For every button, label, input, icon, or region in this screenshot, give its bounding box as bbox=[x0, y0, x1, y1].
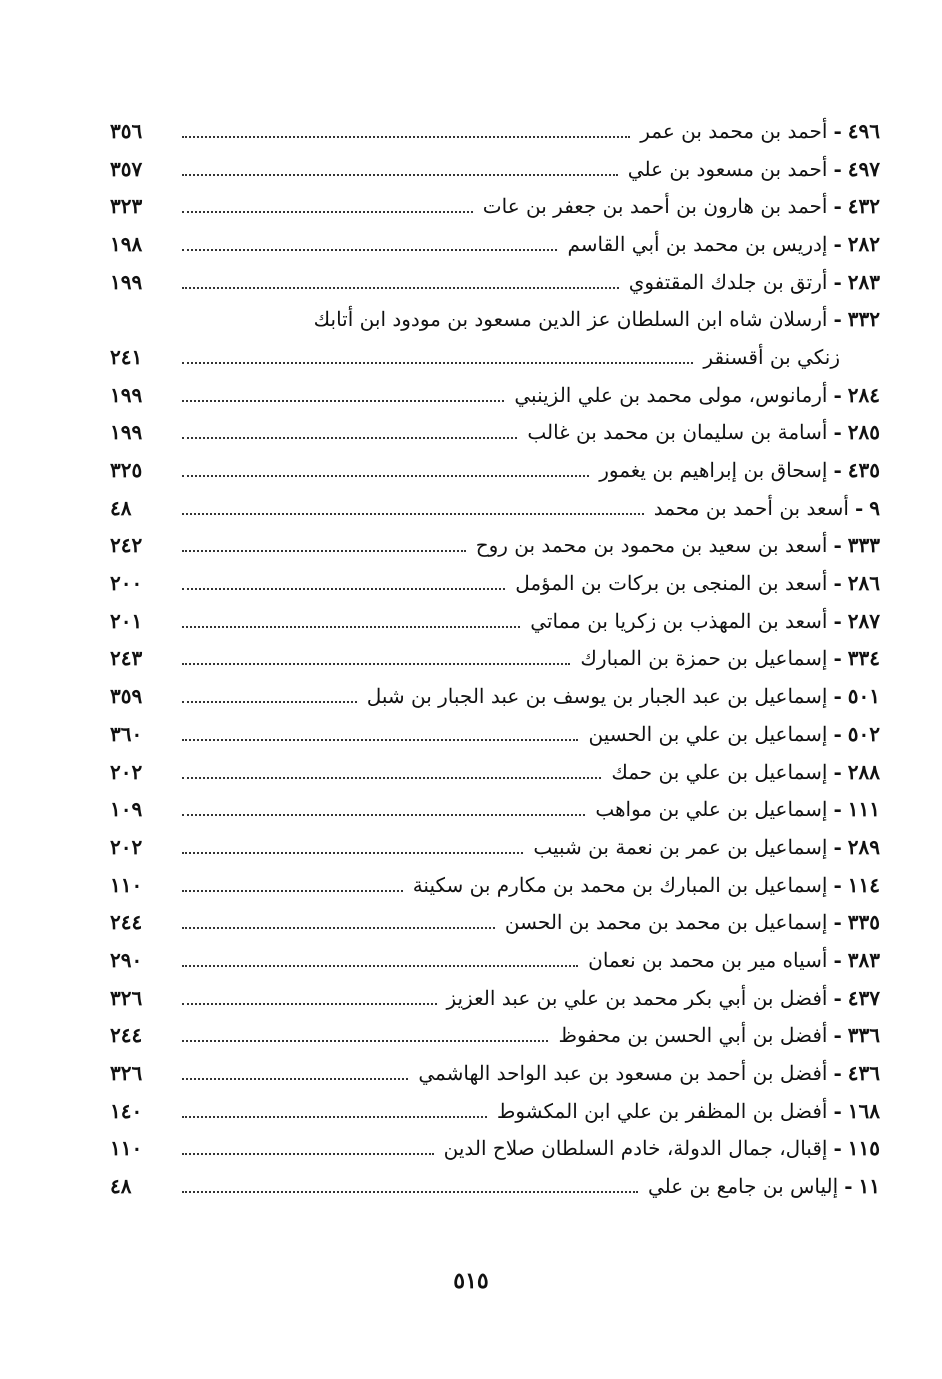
dot-leader bbox=[182, 400, 504, 402]
entry-page: ٢٤١ bbox=[110, 344, 143, 369]
index-entry bbox=[110, 489, 880, 527]
index-entry bbox=[110, 640, 880, 678]
dot-leader bbox=[182, 777, 601, 779]
index-entry bbox=[110, 1092, 880, 1130]
dot-leader bbox=[182, 1153, 434, 1155]
entry-number: ٢٨٩ bbox=[847, 834, 880, 859]
entry-number: ٢٨٥ bbox=[847, 420, 880, 445]
entry-dash: - bbox=[833, 307, 842, 332]
entry-name: إسماعيل بن المبارك بن محمد بن مكارم بن سكينة bbox=[412, 872, 828, 897]
entry-page: ٢٩٠ bbox=[110, 947, 143, 972]
entry-page: ٤٨ bbox=[110, 495, 132, 520]
entry-number: ١١٤ bbox=[847, 872, 880, 897]
entry-name: أفضل بن أبي بكر محمد بن علي بن عبد العزيز bbox=[446, 985, 828, 1010]
dot-leader bbox=[182, 626, 520, 628]
entry-name: أرسلان شاه ابن السلطان عز الدين مسعود بن مودود ابن أتابك bbox=[313, 307, 828, 332]
dot-leader bbox=[182, 701, 357, 703]
index-entry bbox=[110, 903, 880, 941]
index-entry bbox=[110, 677, 880, 715]
entry-dash: - bbox=[833, 608, 842, 633]
entry-dash: - bbox=[833, 947, 842, 972]
entry-number: ٣٨٣ bbox=[847, 947, 880, 972]
entry-number: ٤٣٦ bbox=[847, 1061, 880, 1086]
entry-dash: - bbox=[844, 1174, 853, 1199]
entry-number: ٤٣٧ bbox=[847, 985, 880, 1010]
entry-page: ١١٠ bbox=[110, 1136, 143, 1161]
index-entry bbox=[110, 866, 880, 904]
entry-name: أحمد بن محمد بن عمر bbox=[640, 118, 828, 143]
index-entry bbox=[110, 263, 880, 301]
entry-dash: - bbox=[833, 382, 842, 407]
entry-name: أفضل بن المظفر بن علي ابن المكشوط bbox=[496, 1098, 828, 1123]
entry-page: ١٩٩ bbox=[110, 382, 143, 407]
dot-leader bbox=[182, 663, 570, 665]
index-entry bbox=[110, 753, 880, 791]
entry-number: ٤٣٢ bbox=[847, 194, 880, 219]
entry-page: ٣٥٧ bbox=[110, 156, 143, 181]
dot-leader bbox=[182, 1116, 487, 1118]
index-entry bbox=[110, 1054, 880, 1092]
index-entry bbox=[110, 979, 880, 1017]
entry-dash: - bbox=[833, 231, 842, 256]
index-entry bbox=[110, 602, 880, 640]
entry-dash: - bbox=[833, 571, 842, 596]
entry-name: إلياس بن جامع بن علي bbox=[647, 1174, 839, 1199]
entry-dash: - bbox=[833, 872, 842, 897]
entry-page: ٢٤٢ bbox=[110, 533, 143, 558]
dot-leader bbox=[182, 437, 517, 439]
entry-dash: - bbox=[833, 1098, 842, 1123]
entry-page: ١٩٨ bbox=[110, 231, 143, 256]
entry-page: ٣٢٣ bbox=[110, 194, 143, 219]
entry-number: ٢٨٨ bbox=[847, 759, 880, 784]
index-entry bbox=[110, 941, 880, 979]
index-entry bbox=[110, 828, 880, 866]
entry-number: ٤٩٦ bbox=[847, 118, 880, 143]
entry-name: أسعد بن المهذب بن زكريا بن مماتي bbox=[530, 608, 828, 633]
index-entry bbox=[110, 451, 880, 489]
dot-leader bbox=[182, 1191, 638, 1193]
dot-leader bbox=[182, 211, 473, 213]
entry-name: إسحاق بن إبراهيم بن يغمور bbox=[599, 458, 828, 483]
index-list bbox=[110, 112, 880, 1205]
entry-page: ١٤٠ bbox=[110, 1098, 143, 1123]
entry-dash: - bbox=[854, 495, 864, 520]
index-entry bbox=[110, 715, 880, 753]
entry-dash: - bbox=[833, 797, 842, 822]
entry-number: ٣٣٣ bbox=[847, 533, 880, 558]
entry-number: ١٦٨ bbox=[847, 1098, 880, 1123]
dot-leader bbox=[182, 814, 585, 816]
index-entry bbox=[110, 225, 880, 263]
index-entry bbox=[110, 112, 880, 150]
entry-page: ١١٠ bbox=[110, 872, 143, 897]
entry-dash: - bbox=[833, 834, 842, 859]
entry-number: ٣٣٤ bbox=[847, 646, 880, 671]
dot-leader bbox=[182, 1078, 408, 1080]
entry-dash: - bbox=[833, 458, 842, 483]
entry-number: ٥٠١ bbox=[847, 684, 880, 709]
entry-dash: - bbox=[833, 118, 842, 143]
entry-name: إسماعيل بن علي بن حمك bbox=[611, 759, 828, 784]
entry-page: ٤٨ bbox=[110, 1174, 132, 1199]
index-entry bbox=[110, 1167, 880, 1205]
dot-leader bbox=[182, 852, 523, 854]
entry-page: ٢٤٤ bbox=[110, 1023, 143, 1048]
index-entry bbox=[110, 376, 880, 414]
entry-dash: - bbox=[833, 156, 842, 181]
entry-name: إسماعيل بن عمر بن نعمة بن شبيب bbox=[533, 834, 828, 859]
entry-number: ٢٨٢ bbox=[847, 231, 880, 256]
entry-name: أفضل بن أحمد بن مسعود بن عبد الواحد الهاشمي bbox=[418, 1061, 828, 1086]
dot-leader bbox=[182, 174, 618, 176]
entry-name: أرتق بن جلدك المقتفوي bbox=[628, 269, 828, 294]
entry-name: إسماعيل بن علي بن مواهب bbox=[595, 797, 828, 822]
entry-dash: - bbox=[833, 1023, 842, 1048]
entry-number: ٣٣٥ bbox=[847, 910, 880, 935]
entry-name: أفضل بن أبي الحسن بن محفوظ bbox=[558, 1023, 828, 1048]
entry-number: ٢٨٤ bbox=[847, 382, 880, 407]
entry-page: ٢٤٤ bbox=[110, 910, 143, 935]
dot-leader bbox=[182, 550, 466, 552]
index-entry bbox=[110, 338, 880, 376]
entry-name: إدريس بن محمد بن أبي القاسم bbox=[567, 231, 828, 256]
dot-leader bbox=[182, 739, 578, 741]
entry-page: ٣٢٥ bbox=[110, 458, 143, 483]
entry-page: ٢٤٣ bbox=[110, 646, 143, 671]
index-entry bbox=[110, 300, 880, 338]
dot-leader bbox=[182, 588, 505, 590]
entry-page: ١٠٩ bbox=[110, 797, 143, 822]
entry-page: ٣٥٩ bbox=[110, 684, 143, 709]
entry-number: ١١٥ bbox=[847, 1136, 880, 1161]
entry-name: أرمانوس، مولى محمد بن علي الزينبي bbox=[514, 382, 828, 407]
index-entry bbox=[110, 790, 880, 828]
entry-number: ٥٠٢ bbox=[847, 721, 880, 746]
dot-leader bbox=[182, 287, 619, 289]
index-entry bbox=[110, 564, 880, 602]
index-entry bbox=[110, 187, 880, 225]
dot-leader bbox=[182, 1040, 548, 1042]
page-number: ٥١٥ bbox=[453, 1268, 489, 1294]
entry-name: إقبال، جمال الدولة، خادم السلطان صلاح الدين bbox=[443, 1136, 828, 1161]
dot-leader bbox=[182, 249, 557, 251]
entry-page: ٢٠٢ bbox=[110, 759, 143, 784]
index-entry bbox=[110, 1017, 880, 1055]
dot-leader bbox=[182, 927, 495, 929]
entry-number: ٣٣٢ bbox=[847, 307, 880, 332]
index-entry bbox=[110, 527, 880, 565]
entry-dash: - bbox=[833, 985, 842, 1010]
entry-page: ٣٦٠ bbox=[110, 721, 143, 746]
entry-name: أسياه مير بن محمد بن نعمان bbox=[588, 947, 828, 972]
dot-leader bbox=[182, 1003, 437, 1005]
entry-page: ٣٢٦ bbox=[110, 985, 143, 1010]
dot-leader bbox=[182, 362, 693, 364]
dot-leader bbox=[182, 136, 630, 138]
entry-number: ٩ bbox=[869, 495, 880, 520]
entry-number: ٢٨٣ bbox=[847, 269, 880, 294]
index-entry bbox=[110, 414, 880, 452]
entry-number: ٤٣٥ bbox=[847, 458, 880, 483]
entry-name: إسماعيل بن محمد بن محمد بن الحسن bbox=[504, 910, 828, 935]
entry-dash: - bbox=[833, 646, 842, 671]
index-entry bbox=[110, 150, 880, 188]
index-entry bbox=[110, 1130, 880, 1168]
entry-dash: - bbox=[833, 269, 842, 294]
entry-dash: - bbox=[833, 721, 842, 746]
entry-name: أحمد بن مسعود بن علي bbox=[627, 156, 828, 181]
entry-page: ٣٢٦ bbox=[110, 1061, 143, 1086]
entry-page: ٢٠٠ bbox=[110, 571, 143, 596]
entry-dash: - bbox=[833, 1136, 842, 1161]
dot-leader bbox=[182, 965, 578, 967]
entry-dash: - bbox=[833, 910, 842, 935]
entry-name: إسماعيل بن عبد الجبار بن يوسف بن عبد الجبار بن شبل bbox=[366, 684, 828, 709]
entry-dash: - bbox=[833, 684, 842, 709]
entry-number: ١١ bbox=[858, 1174, 880, 1199]
entry-number: ٤٩٧ bbox=[847, 156, 880, 181]
entry-dash: - bbox=[833, 1061, 842, 1086]
dot-leader bbox=[182, 890, 403, 892]
entry-name: زنكي بن أقسنقر bbox=[703, 344, 840, 369]
entry-page: ١٩٩ bbox=[110, 420, 143, 445]
entry-number: ٢٨٦ bbox=[847, 571, 880, 596]
entry-page: ٢٠١ bbox=[110, 608, 143, 633]
entry-number: ٢٨٧ bbox=[847, 608, 880, 633]
entry-name: أسعد بن سعيد بن محمود بن محمد بن روح bbox=[475, 533, 828, 558]
entry-number: ٣٣٦ bbox=[847, 1023, 880, 1048]
entry-name: إسماعيل بن حمزة بن المبارك bbox=[580, 646, 828, 671]
entry-name: أسعد بن أحمد بن محمد bbox=[653, 495, 849, 520]
entry-number: ١١١ bbox=[847, 797, 880, 822]
dot-leader bbox=[182, 513, 644, 515]
entry-page: ٣٥٦ bbox=[110, 118, 143, 143]
entry-name: أحمد بن هارون بن أحمد بن جعفر بن عات bbox=[482, 194, 828, 219]
entry-page: ١٩٩ bbox=[110, 269, 143, 294]
entry-name: أسامة بن سليمان بن محمد بن غالب bbox=[527, 420, 828, 445]
entry-dash: - bbox=[833, 533, 842, 558]
entry-dash: - bbox=[833, 420, 842, 445]
entry-name: أسعد بن المنجى بن بركات بن المؤمل bbox=[515, 571, 828, 596]
dot-leader bbox=[182, 475, 589, 477]
entry-name: إسماعيل بن علي بن الحسين bbox=[588, 721, 828, 746]
entry-page: ٢٠٢ bbox=[110, 834, 143, 859]
entry-dash: - bbox=[833, 194, 842, 219]
entry-dash: - bbox=[833, 759, 842, 784]
